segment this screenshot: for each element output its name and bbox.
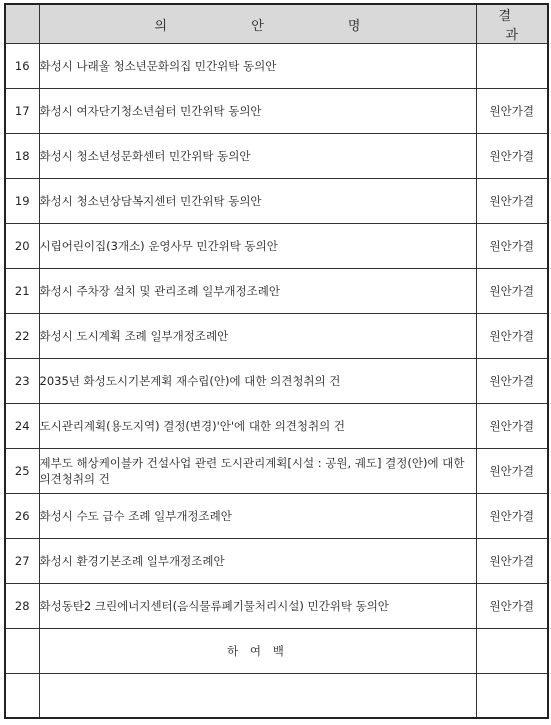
row-title: 화성시 도시계획 조례 일부개정조례안 [39,314,476,359]
row-title: 2035년 화성도시기본계획 재수립(안)에 대한 의견청취의 건 [39,359,476,404]
table-row [5,494,548,539]
table-row [5,89,548,134]
table-row [5,44,548,89]
row-result: 원안가결 [476,314,548,359]
table-row [5,359,548,404]
row-result: 원안가결 [476,89,548,134]
row-title: 화성시 청소년성문화센터 민간위탁 동의안 [39,134,476,179]
empty-title-cell [39,674,476,719]
row-result: 원안가결 [476,449,548,494]
row-number: 20 [5,224,39,269]
row-result: 원안가결 [476,269,548,314]
table-row [5,404,548,449]
row-title: 화성시 수도 급수 조례 일부개정조례안 [39,494,476,539]
row-result: 원안가결 [476,134,548,179]
row-number: 16 [5,44,39,89]
header-result-cell: 결 과 [476,4,548,44]
blank-note-cell: 하 여 백 [39,629,476,674]
row-result: 원안가결 [476,539,548,584]
row-number: 22 [5,314,39,359]
row-number: 27 [5,539,39,584]
row-title: 화성시 나래울 청소년문화의집 민간위탁 동의안 [39,44,476,89]
blank-note-row [5,629,548,674]
row-number: 21 [5,269,39,314]
row-result: 원안가결 [476,494,548,539]
table-body [5,44,548,629]
row-number: 18 [5,134,39,179]
header-number-cell [5,4,39,44]
row-number: 28 [5,584,39,629]
empty-number-cell [5,674,39,719]
blank-number-cell [5,629,39,674]
table-row [5,269,548,314]
row-title: 도시관리계획(용도지역) 결정(변경)'안'에 대한 의견청취의 건 [39,404,476,449]
row-title: 화성시 주차장 설치 및 관리조례 일부개정조례안 [39,269,476,314]
row-title: 제부도 해상케이블카 건설사업 관련 도시관리계획[시설 : 공원, 궤도] 결정(안)에 대한 의견청취의 건 [39,449,476,494]
row-result: 원안가결 [476,584,548,629]
empty-result-cell [476,674,548,719]
row-number: 24 [5,404,39,449]
row-result: 원안가결 [476,359,548,404]
row-title: 화성시 여자단기청소년쉼터 민간위탁 동의안 [39,89,476,134]
row-number: 25 [5,449,39,494]
table-row [5,314,548,359]
table-row [5,584,548,629]
table-row [5,179,548,224]
table-row [5,539,548,584]
agenda-table [4,3,549,719]
blank-result-cell [476,629,548,674]
row-result [476,44,548,89]
row-result: 원안가결 [476,224,548,269]
table-row [5,224,548,269]
row-number: 19 [5,179,39,224]
row-number: 26 [5,494,39,539]
table-row [5,134,548,179]
row-title: 화성시 청소년상담복지센터 민간위탁 동의안 [39,179,476,224]
row-number: 17 [5,89,39,134]
row-number: 23 [5,359,39,404]
row-title: 시립어린이집(3개소) 운영사무 민간위탁 동의안 [39,224,476,269]
row-result: 원안가결 [476,404,548,449]
row-title: 화성시 환경기본조례 일부개정조례안 [39,539,476,584]
table-header-row [5,4,548,44]
header-title-cell: 의 안 명 [39,4,476,44]
empty-row [5,674,548,719]
table-row [5,449,548,494]
row-result: 원안가결 [476,179,548,224]
row-title: 화성동탄2 크린에너지센터(음식물류폐기물처리시설) 민간위탁 동의안 [39,584,476,629]
